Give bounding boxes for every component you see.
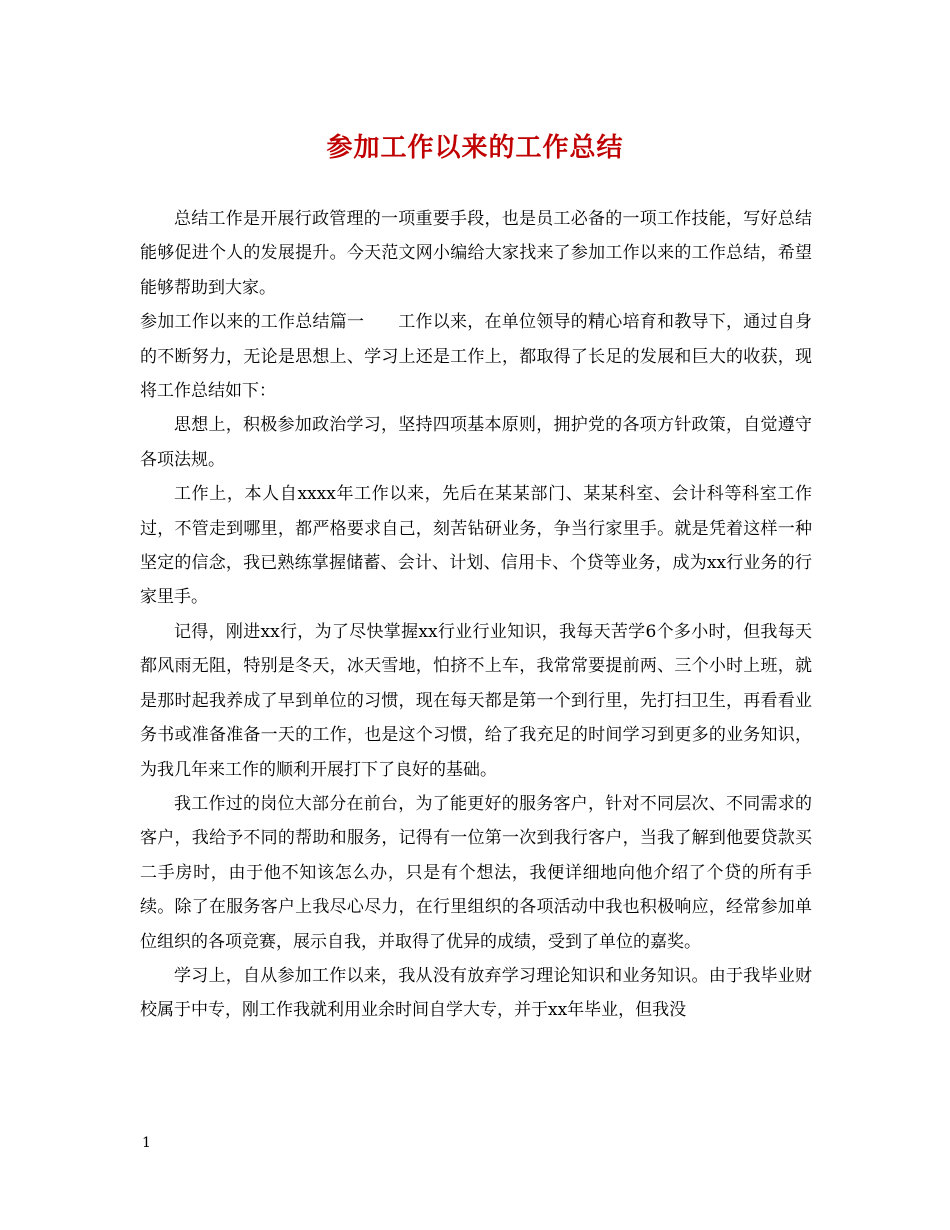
- section-heading: 参加工作以来的工作总结篇一: [140, 312, 365, 333]
- document-body: [140, 202, 812, 1028]
- intro-paragraph: 总结工作是开展行政管理的一项重要手段，也是员工必备的一项工作技能，写好总结能够促进个人的发展提升。今天范文网小编给大家找来了参加工作以来的工作总结，希望能够帮助到大家。: [140, 209, 812, 298]
- body-paragraph-thought: 思想上，积极参加政治学习，坚持四项基本原则，拥护党的各项方针政策，自觉遵守各项法规。: [140, 415, 812, 470]
- document-title: 参加工作以来的工作总结: [326, 133, 624, 163]
- body-paragraph-service: 我工作过的岗位大部分在前台，为了能更好的服务客户，针对不同层次、不同需求的客户，我给予不同的帮助和服务，记得有一位第一次到我行客户，当我了解到他要贷款买二手房时，由于他不知该怎么办，只是有个想法，我便详细地向他介绍了个贷的所有手续。除了在服务客户上我尽心尽力，在行里组织的各项活动中我也积极响应，经常参加单位组织的各项竞赛，展示自我，并取得了优异的成绩，受到了单位的嘉奖。: [140, 793, 812, 952]
- section-first-text: 工作以来，在单位领导的精心培育和教导下，通过自身的不断努力，无论是思想上、学习上还是工作上，都取得了长足的发展和巨大的收获，现将工作总结如下：: [140, 312, 812, 402]
- body-paragraph-study: 学习上，自从参加工作以来，我从没有放弃学习理论知识和业务知识。由于我毕业财校属于中专，刚工作我就利用业余时间自学大专，并于xx年毕业，但我没: [140, 965, 812, 1021]
- body-paragraph-memory: 记得，刚进xx行，为了尽快掌握xx行业行业知识，我每天苦学6个多小时，但我每天都风雨无阻，特别是冬天，冰天雪地，怕挤不上车，我常常要提前两、三个小时上班，就是那时起我养成了早到单位的习惯，现在每天都是第一个到行里，先打扫卫生，再看看业务书或准备准备一天的工作，也是这个习惯，给了我充足的时间学习到更多的业务知识，为我几年来工作的顺利开展打下了良好的基础。: [140, 621, 812, 780]
- page-number: 1: [142, 1135, 151, 1151]
- body-paragraph-work: 工作上，本人自xxxx年工作以来，先后在某某部门、某某科室、会计科等科室工作过，不管走到哪里，都严格要求自己，刻苦钻研业务，争当行家里手。就是凭着这样一种坚定的信念，我已熟练掌握储蓄、会计、计划、信用卡、个贷等业务，成为xx行业务的行家里手。: [140, 484, 812, 608]
- section-paragraph: [140, 305, 812, 408]
